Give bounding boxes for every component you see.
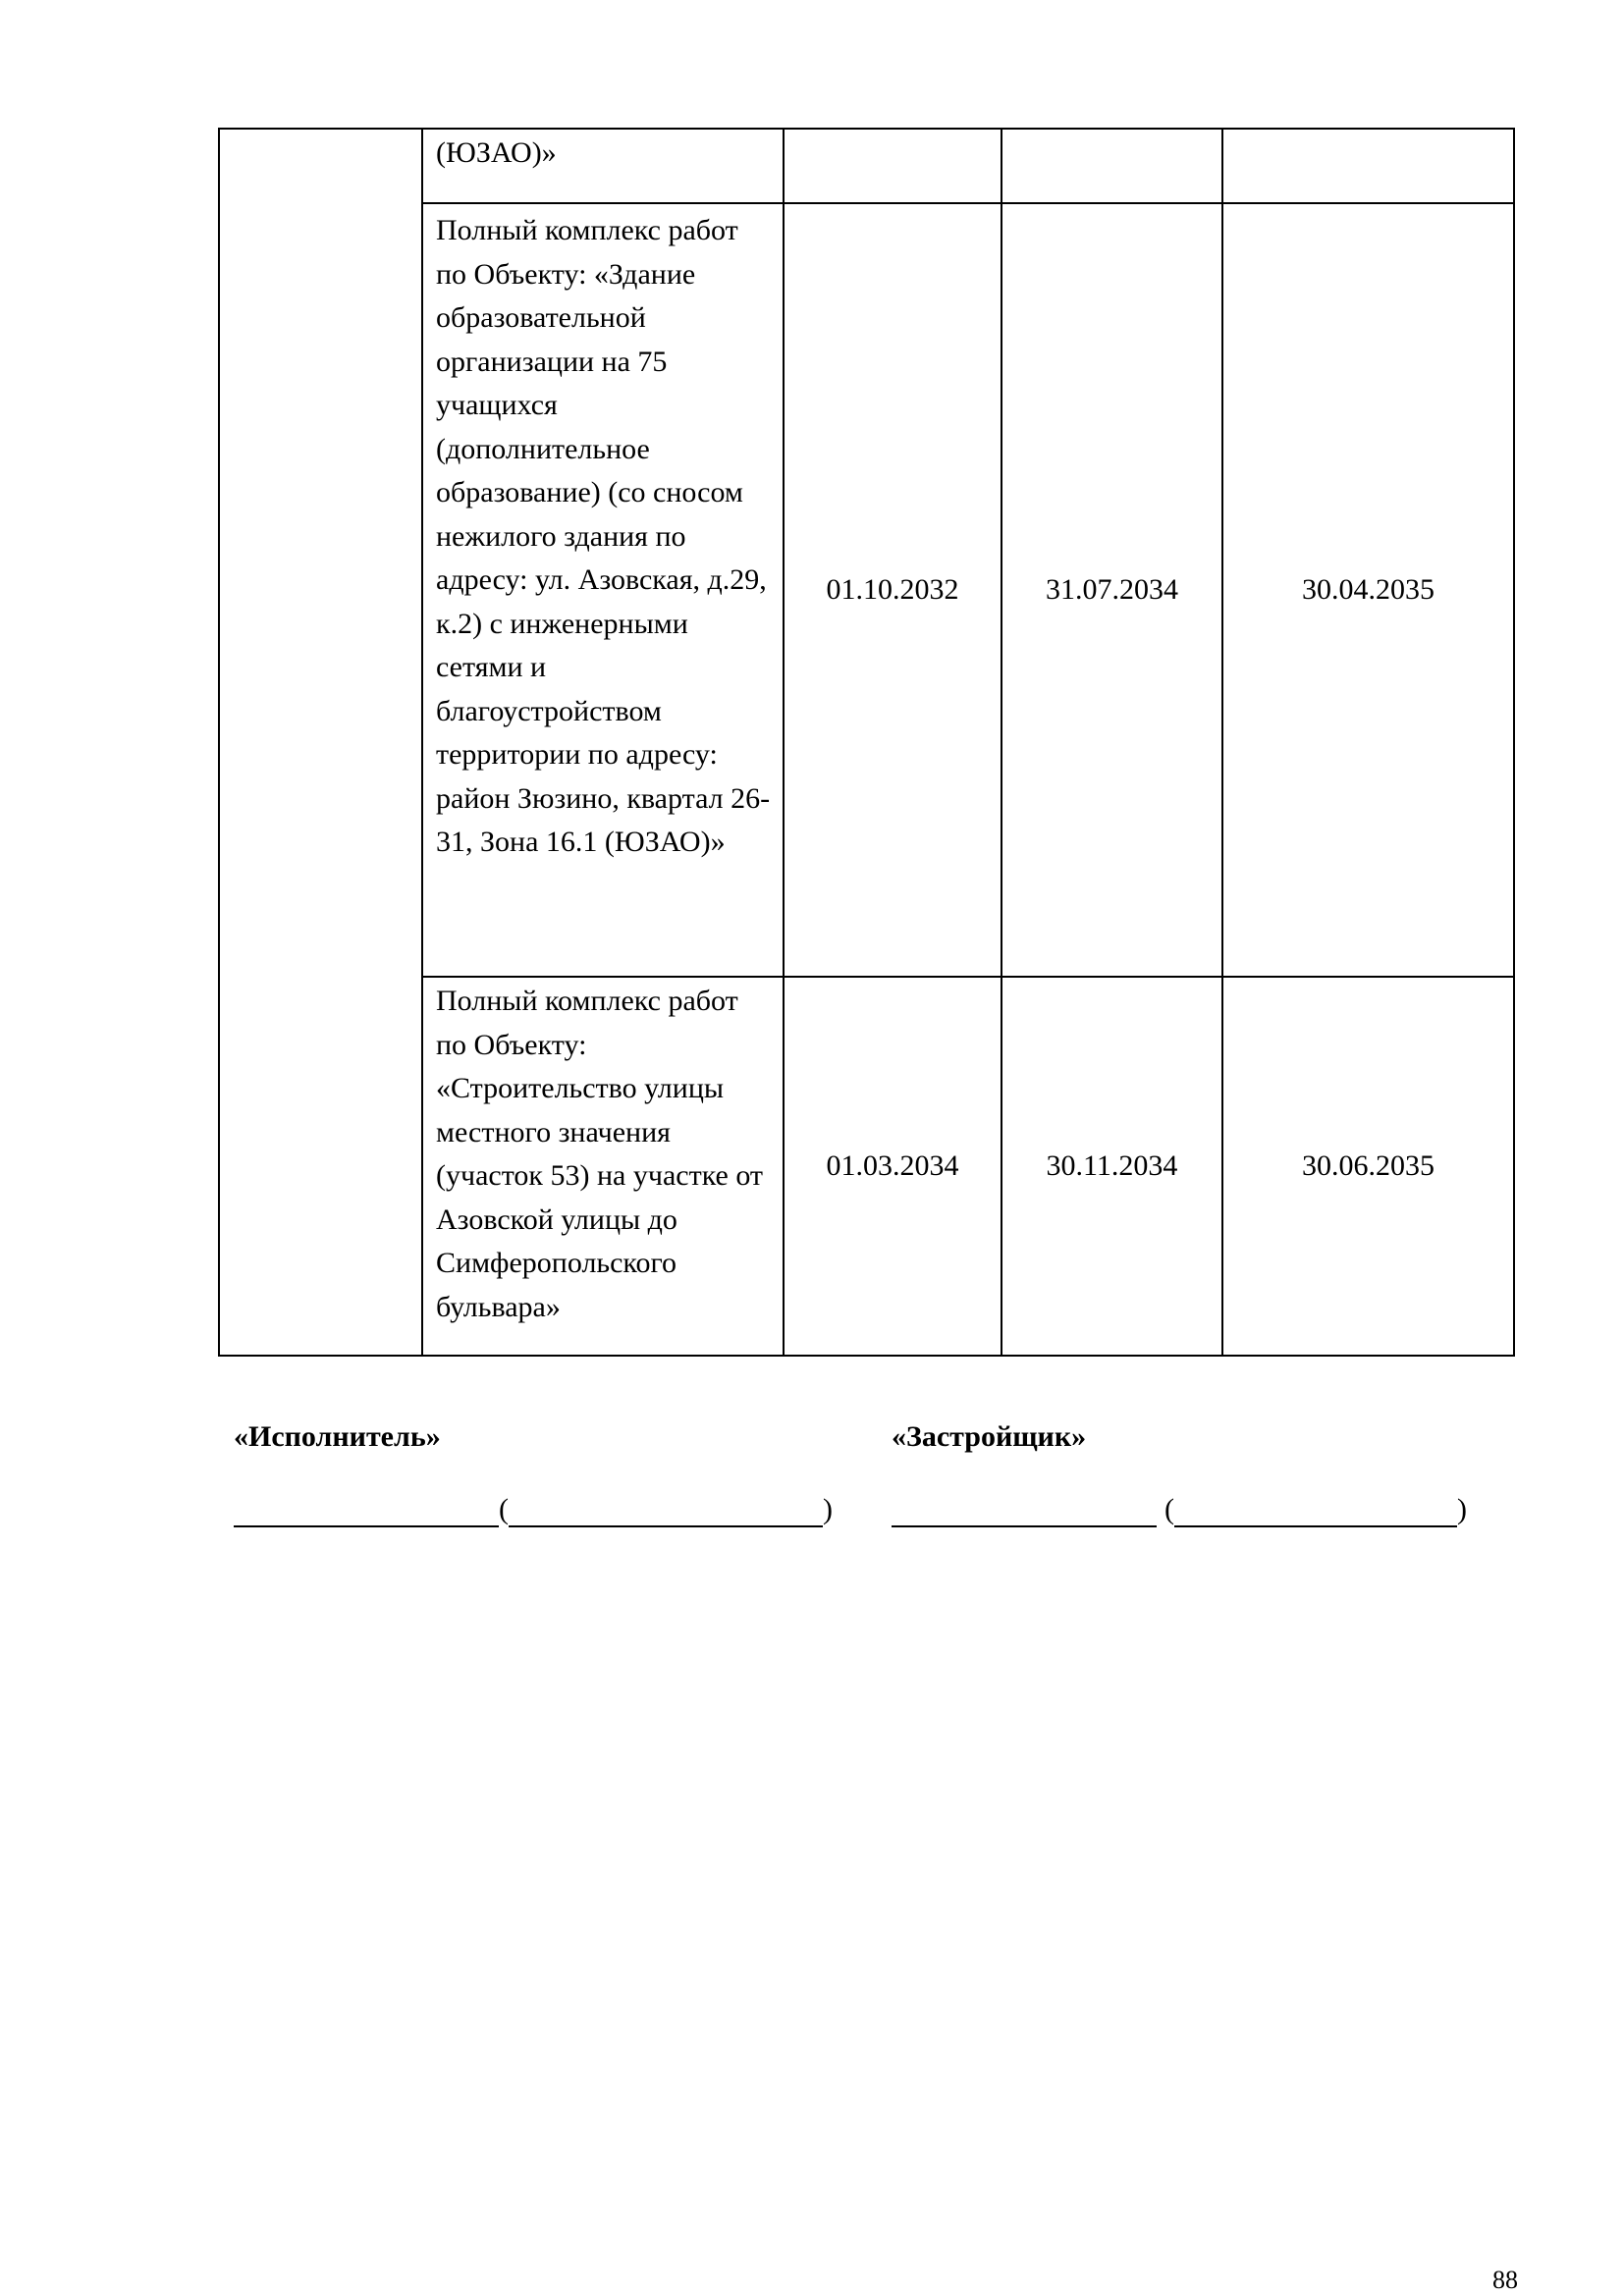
- signature-blank: [234, 1496, 499, 1527]
- final-date-cell: [1222, 129, 1514, 203]
- executor-signature-line: [234, 1492, 833, 1527]
- end-date-cell: 30.11.2034: [1001, 977, 1222, 1356]
- object-description-cell: Полный комплекс работ по Объекту: «Здание образовательной организации на 75 учащихся (дополнительное образование) (со сносом нежилого здания по адресу: ул. Азовская, д.29, к.2) с инженерными сетями и благоустройством территории по адресу: район Зюзино, квартал 26-31, Зона 16.1 (ЮЗАО)»: [422, 203, 784, 977]
- start-date-cell: 01.10.2032: [784, 203, 1001, 977]
- executor-label: «Исполнитель»: [234, 1420, 441, 1453]
- developer-signature-line: [892, 1492, 1467, 1527]
- final-date-cell: 30.06.2035: [1222, 977, 1514, 1356]
- object-description-cell: (ЮЗАО)»: [422, 129, 784, 203]
- paren-open: (: [499, 1493, 509, 1525]
- start-date-cell: 01.03.2034: [784, 977, 1001, 1356]
- signature-blank: [892, 1496, 1157, 1527]
- final-date-cell: 30.04.2035: [1222, 203, 1514, 977]
- page-number: 88: [1492, 2266, 1518, 2294]
- paren-close: ): [823, 1493, 833, 1525]
- start-date-cell: [784, 129, 1001, 203]
- table-row: [219, 129, 1514, 203]
- object-description-cell: Полный комплекс работ по Объекту: «Строительство улицы местного значения (участок 53) на участке от Азовской улицы до Симферопольского бульвара»: [422, 977, 784, 1356]
- merged-number-cell: [219, 129, 422, 1356]
- paren-open: (: [1164, 1493, 1174, 1525]
- paren-close: ): [1457, 1493, 1467, 1525]
- schedule-table: [218, 128, 1515, 1357]
- name-blank: [1174, 1496, 1457, 1527]
- end-date-cell: [1001, 129, 1222, 203]
- end-date-cell: 31.07.2034: [1001, 203, 1222, 977]
- name-blank: [509, 1496, 823, 1527]
- developer-label: «Застройщик»: [892, 1420, 1087, 1453]
